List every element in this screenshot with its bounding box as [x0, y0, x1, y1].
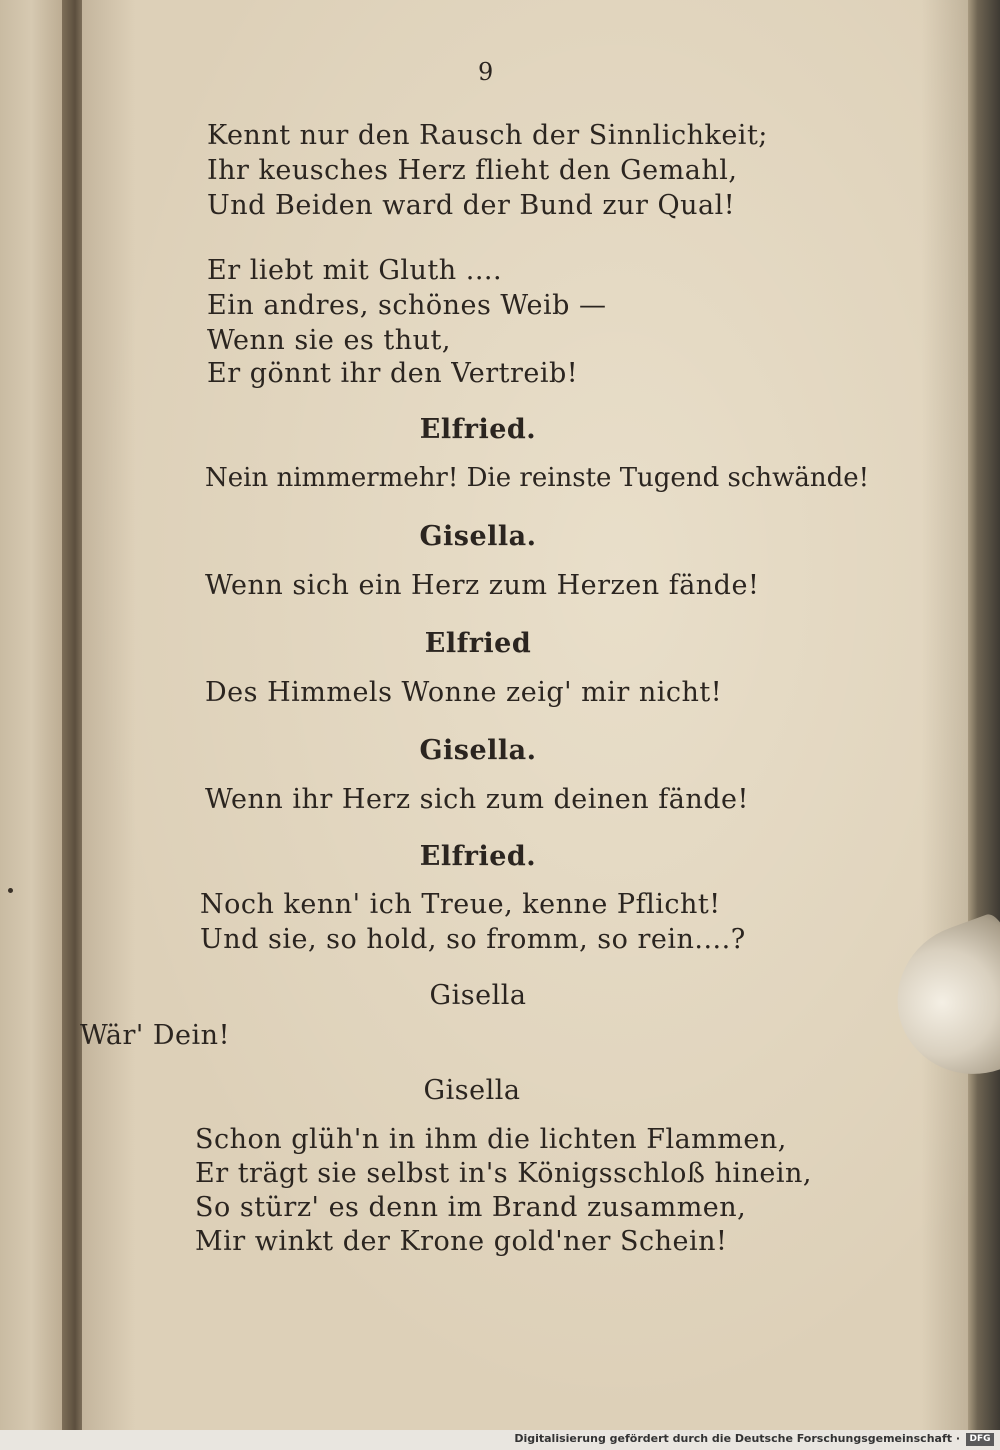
- verse-line: Er gönnt ihr den Vertreib!: [207, 358, 579, 389]
- verse-line: Kennt nur den Rausch der Sinnlichkeit;: [207, 120, 768, 151]
- verse-line: Wär' Dein!: [80, 1020, 230, 1051]
- verse-line: So stürz' es denn im Brand zusammen,: [195, 1192, 747, 1223]
- page-number: 9: [478, 58, 494, 86]
- digitization-credit: Digitalisierung gefördert durch die Deutsche Forschungsgemeinschaft ·: [514, 1432, 960, 1445]
- speaker-name: Gisella.: [419, 521, 537, 552]
- speaker-name: Elfried.: [419, 841, 537, 872]
- verse-line: Ein andres, schönes Weib —: [207, 290, 607, 321]
- speaker-name: Elfried.: [419, 414, 537, 445]
- speaker-name: Gisella: [423, 1075, 521, 1106]
- verse-line: Nein nimmermehr! Die reinste Tugend schwände!: [205, 463, 870, 493]
- verse-line: Mir winkt der Krone gold'ner Schein!: [195, 1226, 728, 1257]
- verse-line: Des Himmels Wonne zeig' mir nicht!: [205, 677, 723, 708]
- page-mark: [8, 888, 13, 893]
- verse-line: Noch kenn' ich Treue, kenne Pflicht!: [200, 889, 721, 920]
- verse-line: Wenn sich ein Herz zum Herzen fände!: [205, 570, 760, 601]
- speaker-name: Gisella.: [419, 735, 537, 766]
- verse-line: Ihr keusches Herz flieht den Gemahl,: [207, 155, 738, 186]
- verse-line: Er trägt sie selbst in's Königsschloß hinein,: [195, 1158, 812, 1189]
- verse-line: Er liebt mit Gluth ....: [207, 255, 503, 286]
- speaker-name: Gisella: [429, 980, 527, 1011]
- speaker-name: Elfried: [424, 628, 532, 659]
- verse-line: Schon glüh'n in ihm die lichten Flammen,: [195, 1124, 787, 1155]
- verse-line: Und Beiden ward der Bund zur Qual!: [207, 190, 736, 221]
- right-page-edge: [968, 0, 1000, 1432]
- verse-line: Wenn sie es thut,: [207, 325, 451, 356]
- dfg-logo: DFG: [966, 1433, 994, 1446]
- verse-line: Wenn ihr Herz sich zum deinen fände!: [205, 784, 749, 815]
- verse-line: Und sie, so hold, so fromm, so rein....?: [200, 924, 746, 955]
